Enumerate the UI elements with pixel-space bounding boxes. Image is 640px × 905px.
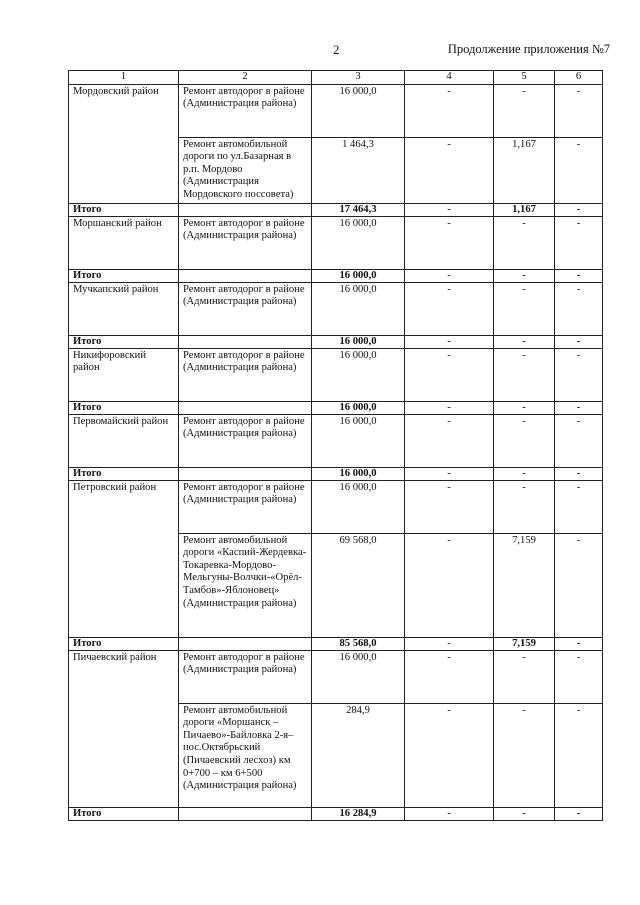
value-cell: -	[405, 650, 494, 703]
total-value: 7,159	[494, 637, 555, 650]
district-name: Никифоровский район	[69, 348, 179, 401]
total-value: -	[405, 637, 494, 650]
total-label: Итого	[69, 335, 179, 348]
amount-cell: 1 464,3	[312, 137, 405, 203]
column-header: 4	[405, 71, 494, 85]
total-amount: 16 000,0	[312, 401, 405, 414]
value-cell: -	[405, 216, 494, 269]
district-name: Петровский район	[69, 480, 179, 637]
total-value: -	[405, 807, 494, 820]
total-value: -	[405, 467, 494, 480]
value-cell: -	[405, 84, 494, 137]
column-header: 3	[312, 71, 405, 85]
total-value: -	[494, 269, 555, 282]
amount-cell: 16 000,0	[312, 650, 405, 703]
table-row	[69, 216, 603, 269]
work-description: Ремонт автодорог в районе (Администрация района)	[179, 348, 312, 401]
total-value: -	[555, 269, 603, 282]
continuation-title: Продолжение приложения №7	[447, 42, 610, 56]
value-cell: -	[555, 650, 603, 703]
value-cell: -	[494, 282, 555, 335]
total-value: -	[555, 807, 603, 820]
work-description: Ремонт автомобильной дороги «Каспий-Жердевка-Токаревка-Мордово-Мельгуны-Волчки-«Орёл-Тамбов»-Яблоновец» (Администрация района)	[179, 533, 312, 637]
total-label: Итого	[69, 203, 179, 216]
value-cell: -	[405, 480, 494, 533]
column-header: 1	[69, 71, 179, 85]
value-cell: -	[494, 414, 555, 467]
total-value: -	[405, 335, 494, 348]
total-value: -	[555, 637, 603, 650]
total-label: Итого	[69, 401, 179, 414]
total-row	[69, 637, 603, 650]
table-row	[69, 414, 603, 467]
total-row	[69, 467, 603, 480]
value-cell: -	[555, 533, 603, 637]
value-cell: -	[405, 414, 494, 467]
column-header: 6	[555, 71, 603, 85]
amount-cell: 69 568,0	[312, 533, 405, 637]
total-value: -	[555, 203, 603, 216]
total-value: -	[555, 401, 603, 414]
total-row	[69, 269, 603, 282]
district-name: Первомайский район	[69, 414, 179, 467]
total-value: -	[494, 401, 555, 414]
value-cell: -	[405, 137, 494, 203]
work-description: Ремонт автодорог в районе (Администрация района)	[179, 84, 312, 137]
total-label: Итого	[69, 467, 179, 480]
total-amount: 16 000,0	[312, 269, 405, 282]
value-cell: -	[555, 137, 603, 203]
work-description: Ремонт автодорог в районе (Администрация района)	[179, 282, 312, 335]
total-label: Итого	[69, 807, 179, 820]
value-cell: -	[494, 703, 555, 807]
value-cell: -	[494, 216, 555, 269]
value-cell: -	[555, 703, 603, 807]
value-cell: 1,167	[494, 137, 555, 203]
amount-cell: 16 000,0	[312, 84, 405, 137]
amount-cell: 284,9	[312, 703, 405, 807]
amount-cell: 16 000,0	[312, 216, 405, 269]
table-row	[69, 348, 603, 401]
amount-cell: 16 000,0	[312, 414, 405, 467]
district-name: Мордовский район	[69, 84, 179, 203]
total-amount: 16 000,0	[312, 335, 405, 348]
amount-cell: 16 000,0	[312, 282, 405, 335]
value-cell: -	[405, 348, 494, 401]
table-row	[69, 480, 603, 533]
total-amount: 85 568,0	[312, 637, 405, 650]
total-label: Итого	[69, 269, 179, 282]
value-cell: -	[555, 282, 603, 335]
value-cell: -	[494, 650, 555, 703]
work-description: Ремонт автодорог в районе (Администрация района)	[179, 480, 312, 533]
value-cell: -	[555, 480, 603, 533]
page-number: 2	[333, 42, 340, 57]
value-cell: -	[494, 84, 555, 137]
total-row	[69, 203, 603, 216]
total-label: Итого	[69, 637, 179, 650]
work-description: Ремонт автодорог в районе (Администрация района)	[179, 650, 312, 703]
value-cell: -	[405, 533, 494, 637]
value-cell: 7,159	[494, 533, 555, 637]
work-description: Ремонт автодорог в районе (Администрация района)	[179, 414, 312, 467]
column-header: 2	[179, 71, 312, 85]
total-value: -	[405, 203, 494, 216]
table-row	[69, 282, 603, 335]
value-cell: -	[494, 348, 555, 401]
total-value: -	[405, 401, 494, 414]
total-row	[69, 807, 603, 820]
value-cell: -	[494, 480, 555, 533]
district-name: Моршанский район	[69, 216, 179, 269]
work-description: Ремонт автомобильной дороги «Моршанск – Пичаево»-Байловка 2-я–пос.Октябрьский (Пичаевский лесхоз) км 0+700 – км 6+500 (Администрация района)	[179, 703, 312, 807]
column-number-row	[69, 71, 603, 85]
total-amount: 16 284,9	[312, 807, 405, 820]
value-cell: -	[405, 703, 494, 807]
total-value: -	[555, 467, 603, 480]
amount-cell: 16 000,0	[312, 348, 405, 401]
total-value: -	[555, 335, 603, 348]
value-cell: -	[555, 414, 603, 467]
total-value: -	[405, 269, 494, 282]
total-row	[69, 335, 603, 348]
column-header: 5	[494, 71, 555, 85]
value-cell: -	[405, 282, 494, 335]
work-description: Ремонт автомобильной дороги по ул.Базарная в р.п. Мордово (Администрация Мордовского поссовета)	[179, 137, 312, 203]
total-row	[69, 401, 603, 414]
table-row	[69, 84, 603, 137]
total-value: -	[494, 807, 555, 820]
value-cell: -	[555, 348, 603, 401]
value-cell: -	[555, 216, 603, 269]
district-name: Пичаевский район	[69, 650, 179, 807]
work-description: Ремонт автодорог в районе (Администрация района)	[179, 216, 312, 269]
value-cell: -	[555, 84, 603, 137]
table-row	[69, 650, 603, 703]
total-amount: 16 000,0	[312, 467, 405, 480]
total-value: -	[494, 335, 555, 348]
appendix-table	[68, 70, 603, 821]
total-amount: 17 464,3	[312, 203, 405, 216]
total-value: -	[494, 467, 555, 480]
amount-cell: 16 000,0	[312, 480, 405, 533]
total-value: 1,167	[494, 203, 555, 216]
district-name: Мучкапский район	[69, 282, 179, 335]
